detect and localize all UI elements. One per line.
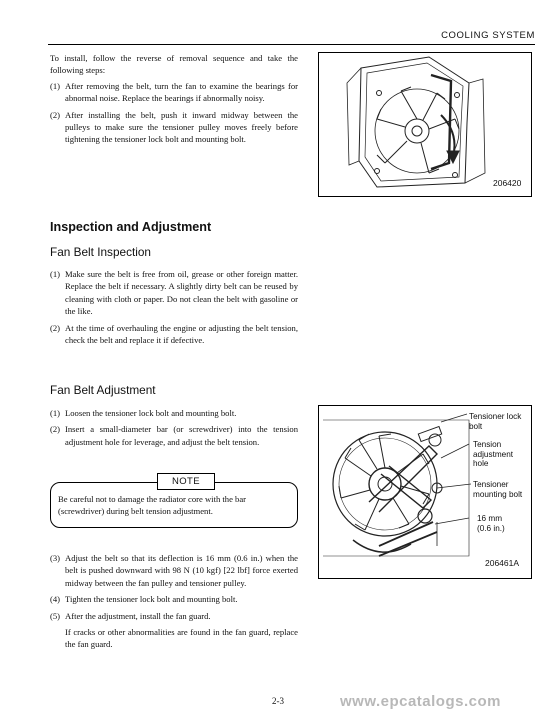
figure-belt-adjustment — [318, 405, 532, 579]
figure-id: 206420 — [493, 178, 522, 188]
callout-deflection: 16 mm (0.6 in.) — [477, 514, 505, 533]
callout-tensioner-lock-bolt: Tensioner lock bolt — [469, 412, 522, 431]
callout-tensioner-mounting-bolt: Tensioner mounting bolt — [473, 480, 523, 499]
step-number: (2) — [50, 109, 61, 120]
step-text: Insert a small-diameter bar (or screwdriver) into the tension adjustment hole for leverage, and adjust the belt tension. — [65, 424, 298, 447]
adjustment-step-5 — [50, 610, 298, 622]
step-number: (4) — [50, 594, 61, 605]
step-number: (2) — [50, 424, 61, 435]
step-number: (1) — [50, 408, 61, 418]
adjustment-steps-after-note — [50, 552, 298, 654]
adjustment-steps-before-note — [50, 407, 298, 452]
fan-guard-note: If cracks or other abnormalities are found in the fan guard, replace the fan guard. — [65, 627, 298, 650]
heading-fan-belt-adjustment: Fan Belt Adjustment — [50, 383, 156, 397]
note-label: NOTE — [157, 473, 215, 490]
step-number: (3) — [50, 553, 61, 563]
step-text: After installing the belt, push it inward midway between the pulleys to make sure the tensioner pulley moves freely before tightening the tensioner lock bolt and mounting bolt. — [65, 109, 298, 145]
inspection-step-1 — [50, 268, 298, 318]
figure-fan-removal — [318, 52, 532, 197]
page-number: 2-3 — [272, 696, 284, 706]
install-intro: To install, follow the reverse of removal sequence and take the following steps: — [50, 53, 298, 76]
install-step-1 — [50, 80, 298, 105]
heading-fan-belt-inspection: Fan Belt Inspection — [50, 245, 151, 259]
install-step-2 — [50, 109, 298, 146]
header-rule — [48, 44, 535, 45]
step-text: After the adjustment, install the fan guard. — [65, 610, 211, 621]
inspection-step-2 — [50, 322, 298, 347]
step-number: (1) — [50, 269, 61, 279]
inspection-steps — [50, 268, 298, 350]
section-header: COOLING SYSTEM — [441, 30, 535, 41]
step-number: (1) — [50, 80, 61, 91]
step-text: Tighten the tensioner lock bolt and mounting bolt. — [65, 594, 238, 605]
step-text: At the time of overhauling the engine or adjusting the belt tension, check the belt and replace it if defective. — [65, 322, 298, 346]
step-number: (2) — [50, 322, 61, 333]
step-text: After removing the belt, turn the fan to examine the bearings for abnormal noise. Replace the bearings if abnormally noisy. — [65, 80, 298, 104]
step-text: Loosen the tensioner lock bolt and mounting bolt. — [65, 408, 237, 418]
adjustment-step-1 — [50, 407, 298, 419]
install-instructions — [50, 52, 298, 150]
adjustment-step-4 — [50, 593, 298, 605]
callout-tension-adjustment-hole: Tension adjustment hole — [473, 440, 514, 469]
heading-inspection-adjustment: Inspection and Adjustment — [50, 220, 212, 234]
step-text: Adjust the belt so that its deflection is 16 mm (0.6 in.) when the belt is pushed downward with 98 N (10 kgf) [22 lbf] force exerted midway between the fan pulley and tensioner pulley. — [65, 553, 298, 588]
watermark: www.epcatalogs.com — [340, 693, 501, 710]
figure-id: 206461A — [485, 558, 520, 568]
adjustment-step-2 — [50, 423, 298, 448]
step-number: (5) — [50, 610, 61, 621]
fan-shroud-illustration — [319, 53, 531, 196]
step-text: Make sure the belt is free from oil, grease or other foreign matter. Replace the belt if necessary. A slightly dirty belt can be reused by cleaning with cloth or paper. Do not clean the belt with gasoline or the like. — [65, 269, 298, 317]
note-text: Be careful not to damage the radiator core with the bar (screwdriver) during belt tension adjustment. — [58, 494, 247, 517]
adjustment-step-3 — [50, 552, 298, 589]
